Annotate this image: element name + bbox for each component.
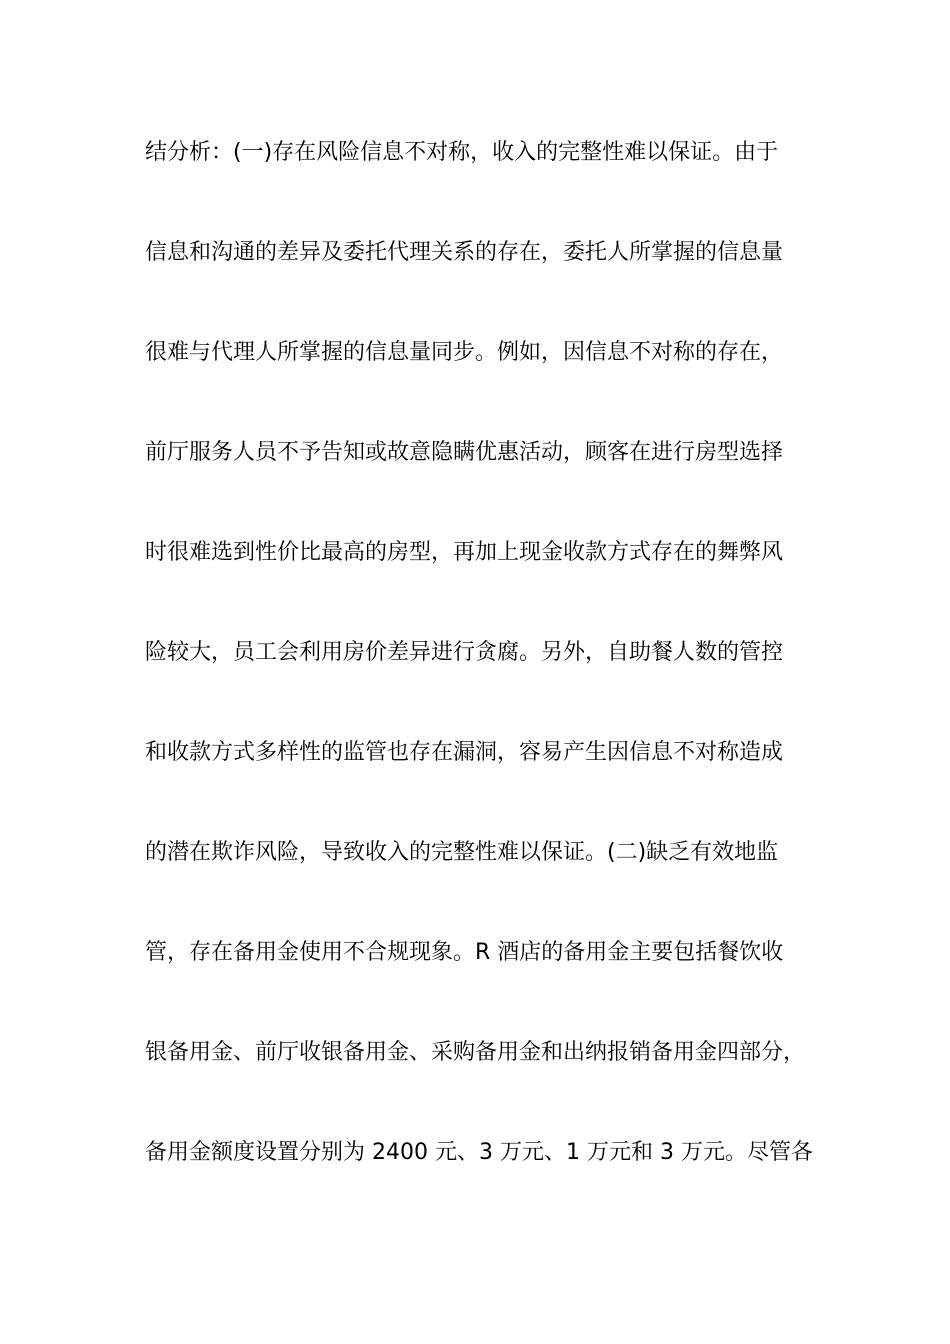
text-line: 信息和沟通的差异及委托代理关系的存在，委托人所掌握的信息量 [145, 240, 784, 265]
text-line: 的潜在欺诈风险，导致收入的完整性难以保证。(二)缺乏有效地监 [145, 840, 779, 865]
body-text [145, 133, 835, 1233]
text-line: 前厅服务人员不予告知或故意隐瞒优惠活动，顾客在进行房型选择 [145, 440, 784, 465]
text-line: 险较大，员工会利用房价差异进行贪腐。另外，自助餐人数的管控 [145, 640, 784, 665]
text-line: 银备用金、前厅收银备用金、采购备用金和出纳报销备用金四部分， [145, 1040, 806, 1065]
text-line: 管，存在备用金使用不合规现象。R 酒店的备用金主要包括餐饮收 [145, 940, 784, 965]
text-line: 时很难选到性价比最高的房型，再加上现金收款方式存在的舞弊风 [145, 540, 784, 565]
text-line: 和收款方式多样性的监管也存在漏洞，容易产生因信息不对称造成 [145, 740, 784, 765]
text-line: 很难与代理人所掌握的信息量同步。例如，因信息不对称的存在， [145, 340, 784, 365]
text-line: 结分析：(一)存在风险信息不对称，收入的完整性难以保证。由于 [145, 140, 779, 165]
text-line: 备用金额度设置分别为 2400 元、3 万元、1 万元和 3 万元。尽管各 [145, 1140, 813, 1165]
